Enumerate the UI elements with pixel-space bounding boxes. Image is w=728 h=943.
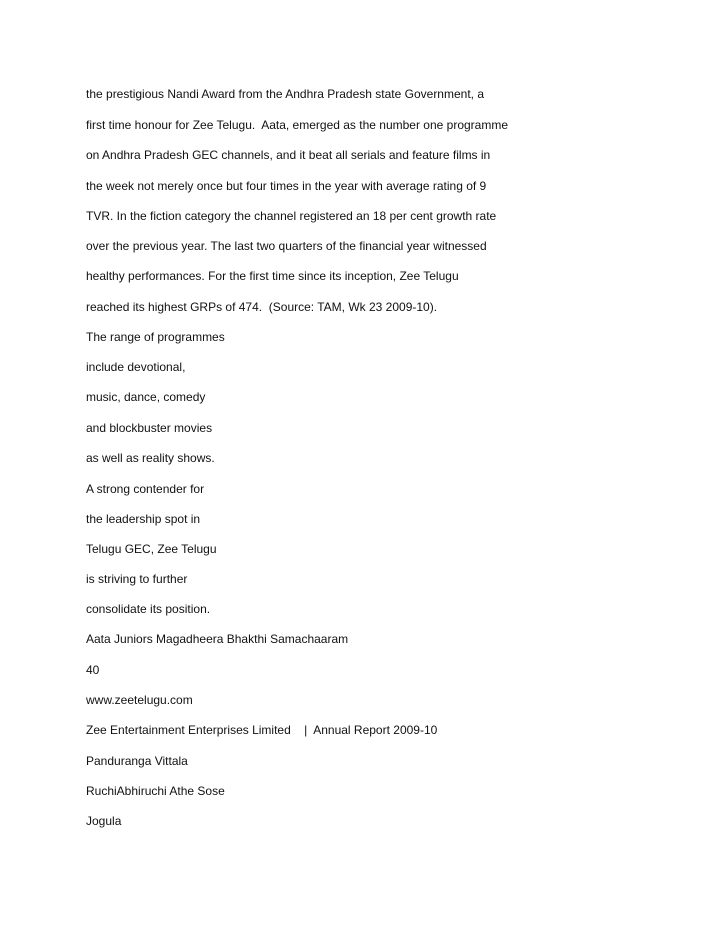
text-line: the leadership spot in xyxy=(86,512,201,526)
text-line: as well as reality shows. xyxy=(86,451,215,465)
report-footer: Zee Entertainment Enterprises Limited | Annual Report 2009-10 xyxy=(86,723,438,737)
text-line: consolidate its position. xyxy=(86,602,211,616)
text-line: and blockbuster movies xyxy=(86,421,213,435)
website-url: www.zeetelugu.com xyxy=(86,693,193,707)
text-line: is striving to further xyxy=(86,572,188,586)
text-line: reached its highest GRPs of 474. (Source: TAM, Wk 23 2009-10). xyxy=(86,300,438,314)
text-line: on Andhra Pradesh GEC channels, and it beat all serials and feature films in xyxy=(86,148,491,162)
text-line: Telugu GEC, Zee Telugu xyxy=(86,542,217,556)
text-line: The range of programmes xyxy=(86,330,225,344)
photo-caption: Jogula xyxy=(86,814,122,828)
page-number: 40 xyxy=(86,663,100,677)
text-line: the prestigious Nandi Award from the Andhra Pradesh state Government, a xyxy=(86,87,485,101)
text-line: the week not merely once but four times in the year with average rating of 9 xyxy=(86,179,487,193)
text-line: TVR. In the fiction category the channel registered an 18 per cent growth rate xyxy=(86,209,497,223)
text-line: A strong contender for xyxy=(86,482,205,496)
text-line: healthy performances. For the first time since its inception, Zee Telugu xyxy=(86,269,459,283)
text-line: first time honour for Zee Telugu. Aata, emerged as the number one programme xyxy=(86,118,509,132)
photo-caption: Panduranga Vittala xyxy=(86,754,188,768)
photo-caption: RuchiAbhiruchi Athe Sose xyxy=(86,784,225,798)
text-line: music, dance, comedy xyxy=(86,390,206,404)
text-line: over the previous year. The last two quarters of the financial year witnessed xyxy=(86,239,487,253)
text-line: include devotional, xyxy=(86,360,186,374)
photo-captions: Aata Juniors Magadheera Bhakthi Samachaaram xyxy=(86,632,349,646)
